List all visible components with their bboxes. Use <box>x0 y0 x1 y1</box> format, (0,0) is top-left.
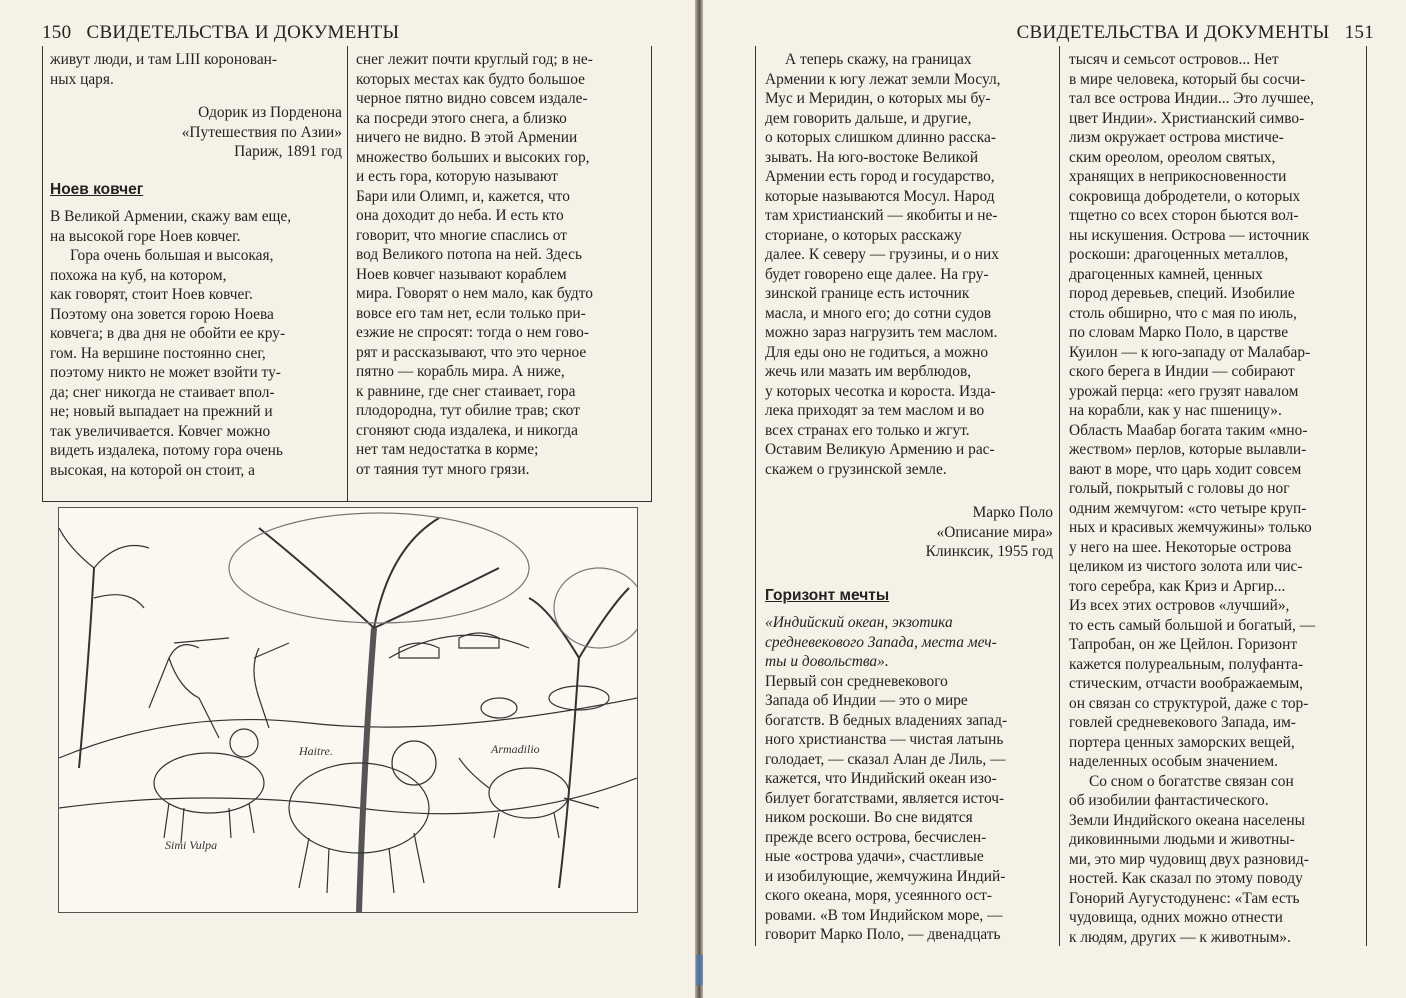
text-line: Оставим Великую Армению и рас- <box>765 441 995 458</box>
text-line: ного христианства — чистая латынь <box>765 731 1004 748</box>
text-line: он связан со структурой, даже с тор- <box>1069 694 1309 712</box>
text-line: в мире человека, который бы сосчи- <box>1069 70 1306 88</box>
attribution-place: Париж, 1891 год <box>234 143 342 160</box>
left-running-head-title: СВИДЕТЕЛЬСТВА И ДОКУМЕНТЫ <box>86 22 400 43</box>
text-line: видеть издалека, потому гора очень <box>50 442 283 459</box>
text-line: будет говорено еще далее. На гру- <box>765 265 989 283</box>
text-line: езжие не спросят: тогда о нем гово- <box>356 324 589 341</box>
text-line: ковчега; в два дня не обойти ее кру- <box>50 325 286 342</box>
text-line: к людям, других — к животным». <box>1069 928 1291 946</box>
text-line: Тапробан, он же Цейлон. Горизонт <box>1069 636 1298 653</box>
text-line: вают в море, что царь ходит совсем <box>1069 460 1302 478</box>
text-line: стическим, отчасти воображаемым, <box>1069 675 1304 692</box>
right-page <box>703 0 1406 998</box>
text-line: она доходит до неба. И есть кто <box>356 207 564 224</box>
text-line: Область Маабар богата таким «мно- <box>1069 421 1308 439</box>
text-line: пятно — корабль мира. А ниже, <box>356 363 565 380</box>
text-line: Армении к югу лежат земли Мосул, <box>765 70 1001 88</box>
section-heading: Горизонт мечты <box>765 586 890 604</box>
left-page-number: 150 <box>42 22 72 43</box>
text-line: лека приходят за тем маслом и во <box>765 402 985 419</box>
text-line: одним жемчугом: «сто четыре круп- <box>1069 499 1307 517</box>
text-line: урожай перца: «его грузят навалом <box>1069 382 1299 400</box>
right-page-number: 151 <box>1344 22 1374 43</box>
text-line: живут люди, и там LIII коронован- <box>50 51 278 68</box>
left-column-1 <box>50 50 342 480</box>
text-line: цвет Индии». Христианский симво- <box>1069 109 1305 127</box>
text-line: ничего не видно. В этой Армении <box>356 129 578 146</box>
text-line: масла, и много его; до сотни судов <box>765 304 992 322</box>
text-line: Из всех этих островов «лучший», <box>1069 597 1290 614</box>
text-line: кажется, что Индийский океан изо- <box>765 770 997 787</box>
text-line: Армении есть город и государство, <box>765 168 995 185</box>
text-line: там христианский — якобиты и не- <box>765 207 998 224</box>
text-line: и есть гора, которую называют <box>356 168 558 185</box>
text-line: А теперь скажу, на границах <box>785 51 972 68</box>
text-line: Первый сон средневекового <box>765 672 948 690</box>
text-line: по словам Марко Поло, в царстве <box>1069 324 1289 341</box>
text-line: от таяния тут много грязи. <box>356 460 530 478</box>
text-line: ского берега в Индии — собирают <box>1069 363 1295 380</box>
text-line: ных и красивых жемчужины» только <box>1069 519 1312 536</box>
text-line: лизм окружает острова мистиче- <box>1069 129 1284 146</box>
text-line: поэтому никто не может взойти ту- <box>50 364 281 381</box>
section-heading: Ноев ковчег <box>50 180 144 198</box>
text-line: голодает, — сказал Алан де Лиль, — <box>765 750 1006 768</box>
text-line: гом. На вершине постоянно снег, <box>50 344 266 362</box>
text-line: Гора очень большая и высокая, <box>70 247 274 264</box>
text-line: далее. К северу — грузины, и о них <box>765 246 999 263</box>
text-line: ные «острова удачи», счастливые <box>765 848 984 865</box>
left-running-head <box>42 22 409 44</box>
text-line: зывать. На юго-востоке Великой <box>765 148 979 166</box>
left-page <box>0 0 697 998</box>
text-line: всех странах его только и жгут. <box>765 421 970 439</box>
text-line: скажем о грузинской земле. <box>765 460 947 478</box>
text-line: пород деревьев, специй. Изобилие <box>1069 285 1295 302</box>
right-running-head <box>1007 22 1374 44</box>
right-column-2 <box>1069 50 1359 947</box>
text-line: тщетно со всех сторон бьются вол- <box>1069 207 1299 224</box>
text-line: Для еды оно не годиться, а можно <box>765 343 989 361</box>
text-line: кажется полуреальным, полуфанта- <box>1069 655 1304 673</box>
text-line: сгоняют сюда издалека, и никогда <box>356 421 578 439</box>
text-line: говорит Марко Поло, — двенадцать <box>765 926 1001 943</box>
text-line: хранящих в неприкосновенности <box>1069 168 1287 185</box>
attribution-title: «Описание мира» <box>936 523 1053 541</box>
text-line: прежде всего острова, бесчислен- <box>765 828 987 846</box>
text-line: которые называются Мосул. Народ <box>765 187 995 205</box>
text-line: чудовища, одних можно отнести <box>1069 909 1283 926</box>
text-line: похожа на куб, на котором, <box>50 266 227 284</box>
text-line: и изобилующие, жемчужина Индий- <box>765 867 1006 885</box>
text-line: драгоценных камней, ценных <box>1069 265 1263 283</box>
text-line: жеством» перлов, которые вылавли- <box>1069 441 1307 458</box>
text-line: которых местах как будто большое <box>356 70 585 88</box>
epigraph-line: «Индийский океан, экзотика <box>765 614 953 631</box>
attribution-author: Марко Поло <box>972 504 1053 521</box>
text-line: тал все острова Индии... Это лучшее, <box>1069 90 1314 107</box>
attribution-author: Одорик из Порденона <box>198 104 342 121</box>
right-column-1 <box>765 50 1053 945</box>
attribution-title: «Путешествия по Азии» <box>181 123 342 141</box>
engraving-drawing <box>59 508 637 912</box>
text-line: так увеличивается. Ковчег можно <box>50 422 271 440</box>
text-line: вовсе его там нет, если только при- <box>356 304 586 322</box>
text-line: Ноев ковчег называют кораблем <box>356 265 567 283</box>
text-line: голый, покрытый с головы до ног <box>1069 480 1290 497</box>
text-line: зинской границе есть источник <box>765 285 970 302</box>
engraving-label: Simi Vulpa <box>165 838 218 852</box>
text-line: снег лежит почти круглый год; в не- <box>356 51 593 68</box>
left-column-2 <box>356 50 648 479</box>
text-line: к равнине, где снег стаивает, гора <box>356 382 576 400</box>
text-line: диковинными людьми и животны- <box>1069 831 1295 848</box>
text-line: ского океана, моря, усеянного ост- <box>765 887 993 904</box>
text-line: ровами. «В том Индийском море, — <box>765 906 1003 924</box>
text-line: да; снег никогда не стаивает впол- <box>50 383 275 401</box>
epigraph-line: ты и довольства». <box>765 653 889 670</box>
text-line: нет там недостатка в корме; <box>356 441 539 458</box>
text-line: Поэтому она зовется горою Ноева <box>50 305 274 323</box>
text-line: говорит, что многие спаслись от <box>356 226 567 244</box>
text-line: ским ореолом, ореолом святых, <box>1069 148 1276 166</box>
text-line: роскоши: драгоценных металлов, <box>1069 246 1289 263</box>
engraving-label: Armadilio <box>491 742 540 756</box>
text-line: на высокой горе Ноев ковчег. <box>50 227 241 245</box>
text-line: сториане, о которых расскажу <box>765 226 962 244</box>
column-divider <box>1059 46 1060 946</box>
text-line: у которых чесотка и короста. Изда- <box>765 382 996 400</box>
text-line: ны искушения. Острова — источник <box>1069 226 1310 244</box>
text-line: высокая, на которой он стоит, а <box>50 461 255 479</box>
text-line: Бари или Олимп, и, кажется, что <box>356 187 570 205</box>
text-line: у него на шее. Некоторые острова <box>1069 538 1292 556</box>
right-running-head-title: СВИДЕТЕЛЬСТВА И ДОКУМЕНТЫ <box>1016 22 1330 43</box>
text-line: ми, это мир чудовищ двух разновид- <box>1069 850 1309 868</box>
text-line: билует богатствами, является источ- <box>765 789 1005 807</box>
text-line: ных царя. <box>50 70 114 88</box>
text-line: Земли Индийского океана населены <box>1069 811 1305 829</box>
text-line: портера ценных заморских вещей, <box>1069 733 1295 751</box>
text-line: рят и рассказывают, что это черное <box>356 343 587 361</box>
text-line: плодородна, тут обилие трав; скот <box>356 402 580 419</box>
text-line: ностей. Как сказал по этому поводу <box>1069 870 1303 887</box>
text-line: как говорят, стоит Ноев ковчег. <box>50 286 253 303</box>
text-line: на корабли, как у нас пшеницу». <box>1069 402 1282 419</box>
text-line: богатств. В бедных владениях запад- <box>765 711 1008 729</box>
text-line: жечь или мазать им верблюдов, <box>765 363 972 380</box>
text-line: мира. Говорят о нем мало, как будто <box>356 285 593 302</box>
text-line: то есть самый большой и богатый, — <box>1069 616 1316 634</box>
text-line: ником роскоши. Во сне видятся <box>765 809 973 826</box>
text-line: говлей средневекового Запада, им- <box>1069 714 1296 731</box>
text-line: вод Великого потопа на ней. Здесь <box>356 246 582 263</box>
text-line: Запада об Индии — это о мире <box>765 692 968 709</box>
text-line: целиком из чистого золота или чис- <box>1069 558 1303 575</box>
text-line: не; новый выпадает на прежний и <box>50 403 273 420</box>
text-line: сокровища добродетели, о которых <box>1069 187 1301 205</box>
text-line: тысяч и семьсот островов... Нет <box>1069 51 1279 68</box>
text-line: ка посреди этого снега, а близко <box>356 109 567 127</box>
text-line: того серебра, как Криз и Аргир... <box>1069 577 1286 595</box>
text-line: В Великой Армении, скажу вам еще, <box>50 208 292 225</box>
text-line: множество больших и высоких гор, <box>356 148 590 166</box>
attribution-place: Клинксик, 1955 год <box>925 543 1053 560</box>
text-line: Мус и Меридин, о которых мы бу- <box>765 90 991 107</box>
engraving-label: Haitre. <box>299 744 333 758</box>
text-line: о которых слишком длинно расска- <box>765 129 996 146</box>
text-line: Куилон — к юго-западу от Малабар- <box>1069 343 1311 361</box>
text-line: можно зараз нагрузить тем маслом. <box>765 324 998 341</box>
text-line: Со сном о богатстве связан сон <box>1089 772 1294 790</box>
text-line: наделенных особым значением. <box>1069 753 1278 770</box>
column-divider <box>347 46 348 501</box>
text-line: Гонорий Аугустодуненс: «Там есть <box>1069 889 1300 907</box>
text-line: столь обширно, что с мая по июль, <box>1069 304 1297 322</box>
epigraph-line: средневекового Запада, места меч- <box>765 633 997 651</box>
text-line: черное пятно видно совсем издале- <box>356 90 588 107</box>
text-line: дем говорить дальше, и другие, <box>765 109 972 127</box>
text-line: об изобилии фантастического. <box>1069 792 1269 809</box>
engraving-illustration <box>58 507 638 913</box>
